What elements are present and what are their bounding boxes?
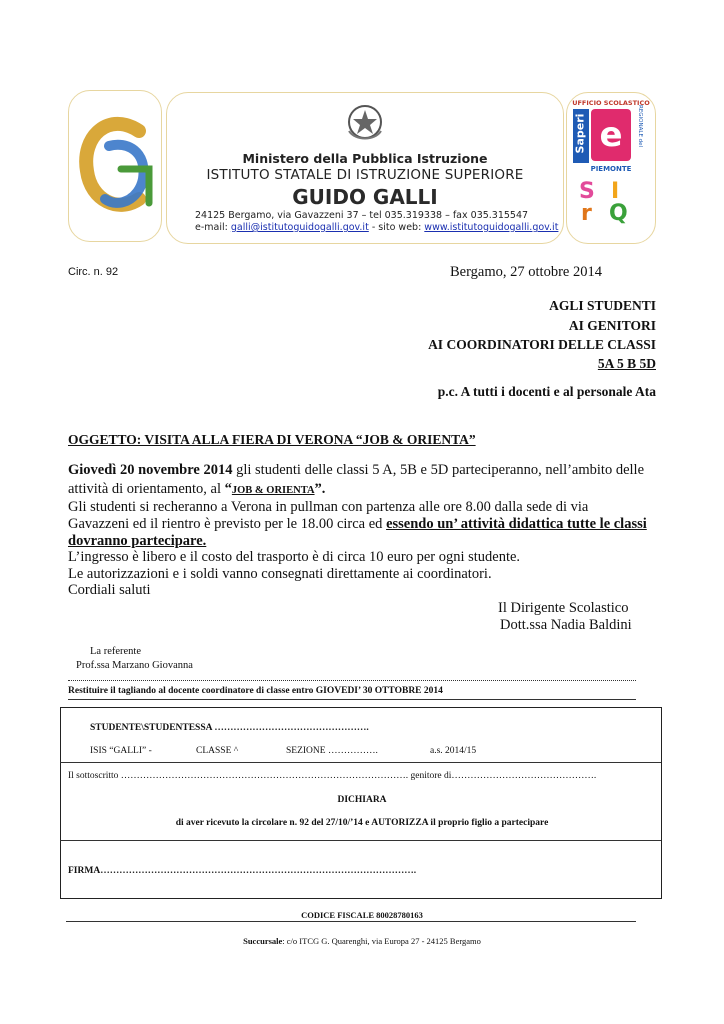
return-note-rule (68, 699, 636, 700)
e-logo-letter: e (599, 115, 623, 155)
signature-field[interactable]: FIRMA………………………………………………………………………………………. (68, 866, 417, 876)
body-line-5: dovranno partecipare. (68, 533, 207, 549)
body-line-1: Giovedì 20 novembre 2014 gli studenti delle classi 5 A, 5B e 5D parteciperanno, nell’ambito delle (68, 462, 644, 478)
referent-label: La referente (90, 646, 141, 657)
dichiara-heading: DICHIARA (337, 795, 387, 805)
school-year: a.s. 2014/15 (430, 746, 477, 756)
saperi-brand-text: Saperi (573, 113, 587, 154)
body-line-2: attività di orientamento, al “JOB & ORIENTA”. (68, 481, 326, 497)
sirq-logo (573, 179, 643, 227)
form-divider-2 (60, 840, 661, 841)
email-label: e-mail: (195, 222, 231, 233)
signature-name: Dott.ssa Nadia Baldini (500, 617, 632, 633)
right-logo-side-text: REGIONALE del (637, 105, 643, 148)
recipient-parents: AI GENITORI (568, 318, 656, 333)
mandatory-notice: essendo un’ attività didattica tutte le classi (386, 516, 647, 532)
letterhead-box (166, 92, 564, 244)
footer-rule (66, 921, 636, 922)
right-logo-top-text: UFFICIO SCOLASTICO (572, 99, 650, 107)
sirq-i: I (611, 179, 620, 204)
email-link[interactable]: galli@istitutoguidogalli.gov.it (230, 222, 369, 233)
left-logo-box (68, 90, 162, 242)
institute-type: ISTITUTO STATALE DI ISTRUZIONE SUPERIORE (206, 167, 524, 183)
school-name: GUIDO GALLI (292, 185, 438, 209)
contact-line (195, 222, 558, 233)
school-address: 24125 Bergamo, via Gavazzeni 37 – tel 035.319338 – fax 035.315547 (195, 210, 529, 221)
right-logo-box (566, 92, 656, 244)
right-logo-region: PIEMONTE (590, 165, 632, 173)
sirq-q: Q (609, 201, 628, 226)
pc-line: p.c. A tutti i docenti e al personale Ata (437, 384, 656, 399)
place-date: Bergamo, 27 ottobre 2014 (450, 264, 602, 280)
recipient-students: AGLI STUDENTI (549, 298, 656, 313)
body-line-4: Gavazzeni ed il rientro è previsto per le 18.00 circa ed essendo un’ attività didattica tutte le classi (68, 516, 647, 532)
sirq-r: r (581, 201, 592, 226)
codice-fiscale: CODICE FISCALE 80028780163 (301, 910, 423, 920)
republic-emblem-icon (345, 101, 385, 145)
body-line-8: Cordiali saluti (68, 582, 151, 598)
web-label: - sito web: (368, 222, 425, 233)
signature-role: Il Dirigente Scolastico (498, 600, 629, 616)
event-name: JOB & ORIENTA (231, 485, 315, 496)
student-field[interactable]: STUDENTE\STUDENTESSA …………………………………………. (90, 723, 369, 733)
body-line-7: Le autorizzazioni e i soldi vanno consegnati direttamente ai coordinatori. (68, 566, 492, 582)
recipient-coordinators: AI COORDINATORI DELLE CLASSI (428, 337, 656, 352)
branch-address: Succursale: c/o ITCG G. Quarenghi, via Europa 27 - 24125 Bergamo (243, 936, 481, 946)
sirq-s: S (579, 179, 595, 204)
school-logo-icon (69, 91, 161, 241)
recipient-classes: 5A 5 B 5D (597, 356, 656, 371)
body-line-6: L’ingresso è libero e il costo del trasporto è di circa 10 euro per ogni studente. (68, 549, 521, 565)
referent-name: Prof.ssa Marzano Giovanna (76, 660, 193, 671)
class-field[interactable]: CLASSE ^ (196, 746, 239, 756)
parent-field[interactable]: Il sottoscritto ………………………………………………………………………………. genitore di………………………………………. (68, 771, 597, 781)
form-divider-1 (60, 762, 661, 763)
isis-label: ISIS “GALLI” - (90, 746, 152, 756)
section-field[interactable]: SEZIONE ……………. (286, 746, 378, 756)
cut-line (68, 680, 636, 681)
body-line-3: Gli studenti si recheranno a Verona in pullman con partenza alle ore 8.00 dalla sede di via (68, 499, 589, 515)
declaration-text: di aver ricevuto la circolare n. 92 del 27/10/’14 e AUTORIZZA il proprio figlio a partecipare (175, 818, 549, 828)
subject-line: OGGETTO: VISITA ALLA FIERA DI VERONA “JOB & ORIENTA” (68, 432, 476, 447)
ministry-title: Ministero della Pubblica Istruzione (242, 151, 488, 166)
circular-number: Circ. n. 92 (68, 266, 119, 278)
website-link[interactable]: www.istitutoguidogalli.gov.it (424, 222, 559, 233)
event-date: Giovedì 20 novembre 2014 (68, 462, 233, 478)
return-note: Restituire il tagliando al docente coordinatore di classe entro GIOVEDI’ 30 OTTOBRE 2014 (68, 686, 443, 696)
